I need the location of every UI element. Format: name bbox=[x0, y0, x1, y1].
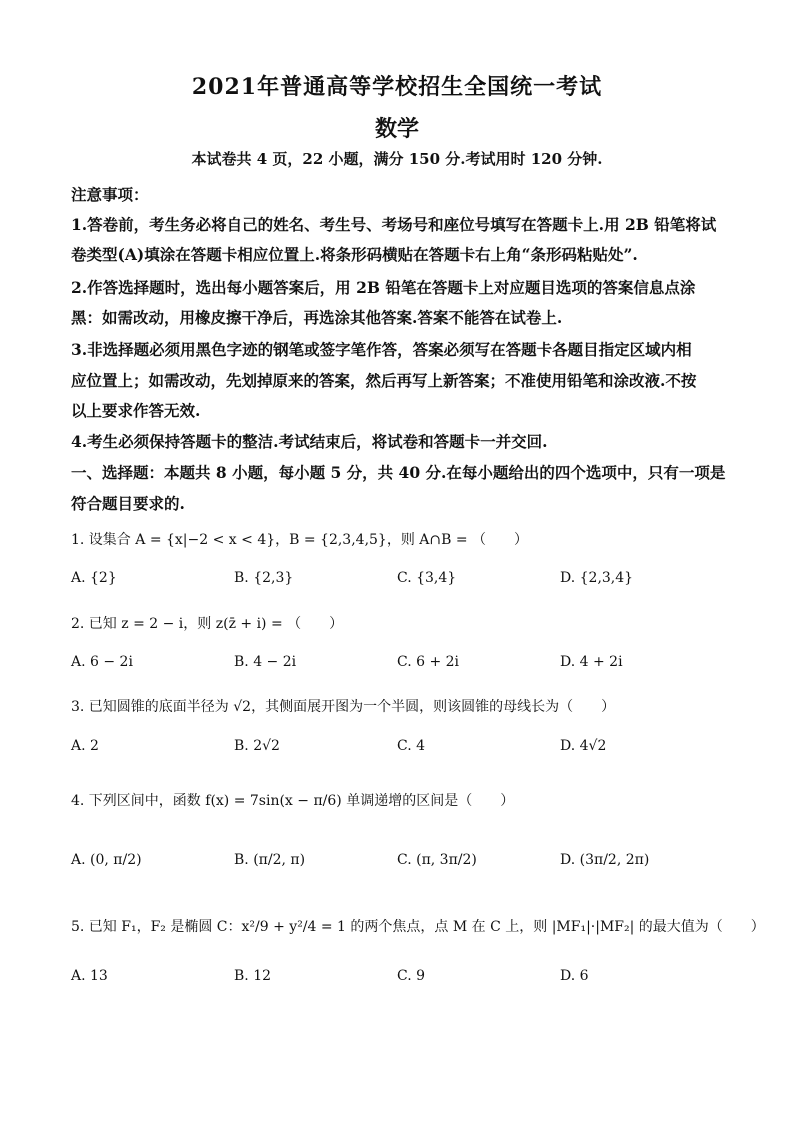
option-b: B. 2√2 bbox=[234, 738, 280, 754]
option-d: D. 4√2 bbox=[560, 738, 607, 754]
section-heading: 一、选择题：本题共 8 小题，每小题 5 分，共 40 分.在每小题给出的四个选项中，只有一项是 bbox=[71, 463, 726, 482]
option-b: B. {2,3} bbox=[234, 570, 294, 586]
exam-info: 本试卷共 4 页，22 小题，满分 150 分.考试用时 120 分钟. bbox=[191, 150, 603, 168]
question-stem: 2. 已知 z = 2 − i，则 z(z̄ + i) = （ ） bbox=[71, 616, 344, 632]
option-c: C. 4 bbox=[397, 738, 426, 754]
question-stem: 1. 设集合 A = {x|−2 < x < 4}，B = {2,3,4,5}，则 A∩B = （ ） bbox=[71, 532, 529, 548]
question-stem: 4. 下列区间中，函数 f(x) = 7sin(x − π/6) 单调递增的区间是（ ） bbox=[71, 793, 515, 809]
option-a: A. 6 − 2i bbox=[71, 654, 133, 670]
note-line: 4.考生必须保持答题卡的整洁.考试结束后，将试卷和答题卡一并交回. bbox=[71, 432, 548, 451]
option-a: A. 2 bbox=[71, 738, 99, 754]
option-d: D. (3π/2, 2π) bbox=[560, 852, 650, 868]
option-c: C. (π, 3π/2) bbox=[397, 852, 477, 868]
option-c: C. 6 + 2i bbox=[397, 654, 460, 670]
exam-subject: 数学 bbox=[374, 116, 419, 142]
option-c: C. {3,4} bbox=[397, 570, 457, 586]
notes-heading: 注意事项： bbox=[71, 185, 149, 204]
exam-title: 2021年普通高等学校招生全国统一考试 bbox=[191, 74, 603, 100]
note-line: 2.作答选择题时，选出每小题答案后，用 2B 铅笔在答题卡上对应题目选项的答案信息点涂 bbox=[71, 278, 696, 297]
option-b: B. 4 − 2i bbox=[234, 654, 297, 670]
option-a: A. {2} bbox=[71, 570, 117, 586]
note-line: 以上要求作答无效. bbox=[71, 401, 201, 420]
option-b: B. 12 bbox=[234, 968, 272, 984]
note-line: 1.答卷前，考生务必将自己的姓名、考生号、考场号和座位号填写在答题卡上.用 2B 铅笔将试 bbox=[71, 215, 717, 234]
option-b: B. (π/2, π) bbox=[234, 852, 306, 868]
note-line: 应位置上；如需改动，先划掉原来的答案，然后再写上新答案；不准使用铅笔和涂改液.不按 bbox=[71, 371, 697, 390]
option-c: C. 9 bbox=[397, 968, 426, 984]
option-d: D. 6 bbox=[560, 968, 589, 984]
option-d: D. 4 + 2i bbox=[560, 654, 623, 670]
option-d: D. {2,3,4} bbox=[560, 570, 634, 586]
note-line: 3.非选择题必须用黑色字迹的钢笔或签字笔作答，答案必须写在答题卡各题目指定区域内相 bbox=[71, 340, 692, 359]
note-line: 卷类型(A)填涂在答题卡相应位置上.将条形码横贴在答题卡右上角“条形码粘贴处”. bbox=[71, 245, 638, 264]
note-line: 黑：如需改动，用橡皮擦干净后，再选涂其他答案.答案不能答在试卷上. bbox=[71, 308, 563, 327]
section-heading-cont: 符合题目要求的. bbox=[71, 494, 185, 513]
question-stem: 5. 已知 F₁，F₂ 是椭圆 C：x²/9 + y²/4 = 1 的两个焦点，点 M 在 C 上，则 |MF₁|·|MF₂| 的最大值为（ ） bbox=[71, 919, 765, 935]
question-stem: 3. 已知圆锥的底面半径为 √2，其侧面展开图为一个半圆，则该圆锥的母线长为（ ） bbox=[71, 699, 616, 715]
option-a: A. (0, π/2) bbox=[71, 852, 142, 868]
option-a: A. 13 bbox=[71, 968, 108, 984]
